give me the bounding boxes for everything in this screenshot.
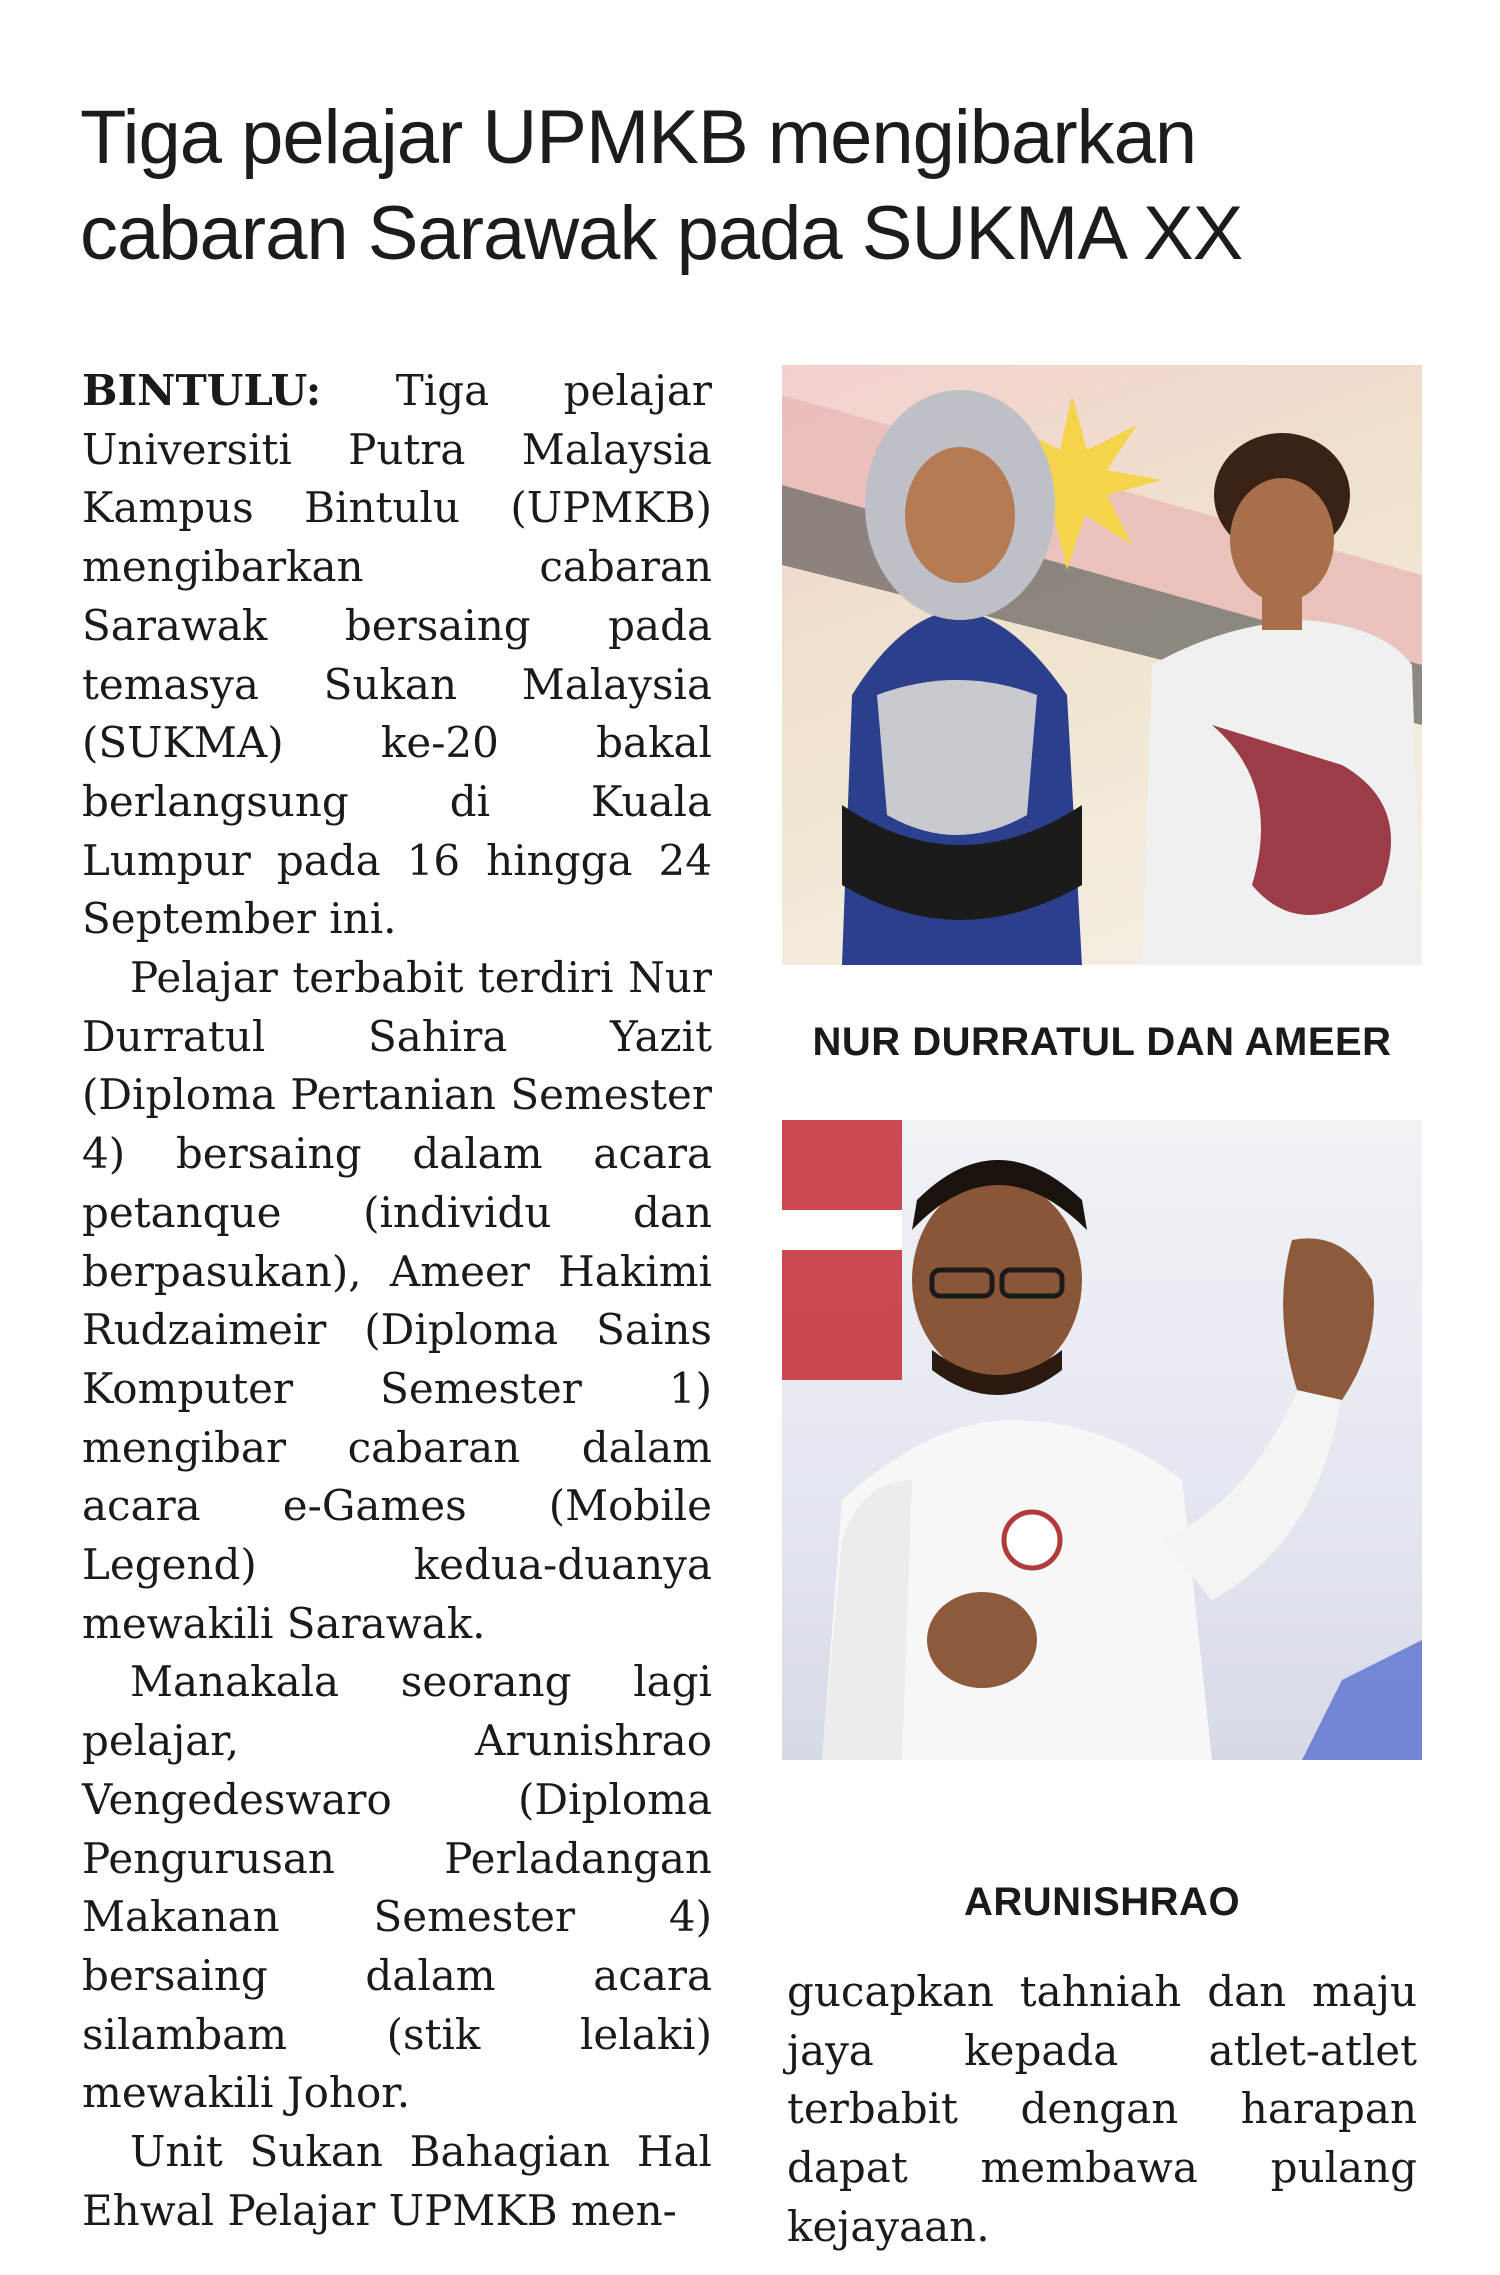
photo-2-caption: ARUNISHRAO — [963, 1880, 1241, 1924]
dateline: BINTULU: — [82, 366, 322, 415]
paragraph-1 — [82, 362, 712, 949]
paragraph-1-text: Tiga pelajar Universiti Putra Malaysia Kampus Bintulu (UPMKB) mengibarkan cabaran Sarawak bersaing pada temasya Sukan Malaysia (SUKMA) ke-20 bakal berlangsung di Kuala Lumpur pada 16 hingga 24 September ini. — [82, 366, 712, 944]
photo-1-illustration — [782, 365, 1422, 965]
headline-line-1: Tiga pelajar UPMKB mengibarkan — [80, 95, 1197, 180]
headline-line-2: cabaran Sarawak pada SUKMA XX — [80, 191, 1243, 276]
paragraph-3: Manakala seorang lagi pelajar, Arunishrao Vengedeswaro (Diploma Pengurusan Perladangan Makanan Semester 4) bersaing dalam acara silambam (stik lelaki) mewakili Johor. — [82, 1657, 712, 2118]
photo-nur-durratul-and-ameer — [782, 365, 1422, 965]
paragraph-2: Pelajar terbabit terdiri Nur Durratul Sahira Yazit (Diploma Pertanian Semester 4) bersaing dalam acara petanque (individu dan berpasukan), Ameer Hakimi Rudzaimeir (Diploma Sains Komputer Semester 1) mengibar cabaran dalam acara e-Games (Mobile Legend) kedua-duanya mewakili Sarawak. — [82, 953, 712, 1648]
photo-2-illustration — [782, 1120, 1422, 1760]
continuation-paragraph: gucapkan tahniah dan maju jaya kepada atlet-atlet terbabit dengan harapan dapat membawa pulang kejayaan. — [787, 1967, 1417, 2251]
article-body-left-column — [82, 362, 712, 2241]
article-body-right-column — [787, 1963, 1417, 2257]
headline — [80, 90, 1420, 282]
paragraph-4: Unit Sukan Bahagian Hal Ehwal Pelajar UPMKB men- — [82, 2127, 712, 2235]
photo-arunishrao — [782, 1120, 1422, 1760]
photo-1-caption: NUR DURRATUL DAN AMEER — [812, 1020, 1392, 1064]
